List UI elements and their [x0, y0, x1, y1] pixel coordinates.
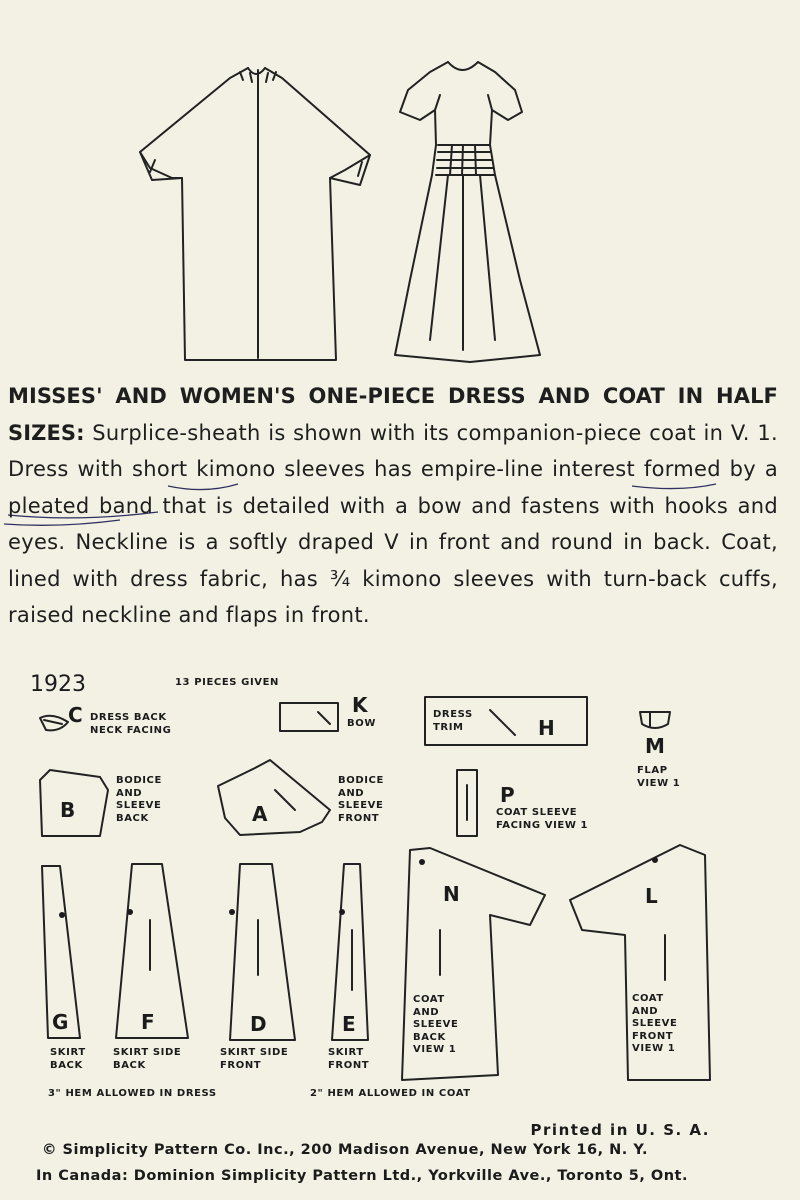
piece-k-letter: K: [352, 693, 368, 717]
piece-b-letter: B: [60, 798, 76, 822]
pattern-number: 1923: [30, 672, 86, 697]
piece-b-label: BODICE AND SLEEVE BACK: [116, 775, 162, 824]
piece-e-letter: E: [342, 1012, 356, 1036]
piece-m-letter: M: [645, 734, 665, 758]
piece-c-letter: C: [68, 703, 83, 727]
piece-p-letter: P: [500, 783, 515, 807]
piece-h-label: DRESS TRIM: [433, 709, 473, 733]
piece-a-label: BODICE AND SLEEVE FRONT: [338, 775, 384, 824]
printed-in: Printed in U. S. A.: [530, 1121, 710, 1139]
piece-n-letter: N: [443, 882, 460, 906]
hem-coat-note: 2" HEM ALLOWED IN COAT: [310, 1088, 471, 1099]
piece-h-letter: H: [538, 716, 555, 740]
description-body: Surplice-sheath is shown with its companion-piece coat in V. 1. Dress with short kimono sleeves has empire-line interest formed by a pleated band that is detailed with a bow and fastens with hooks and eyes. Neckline is a softly draped V in front and round in back. Coat, lined with dress fabric, has ¾ kimono sleeves with turn-back cuffs, raised neckline and flaps in front.: [8, 420, 778, 627]
piece-g-letter: G: [52, 1010, 69, 1034]
description-title: MISSES' AND WOMEN'S ONE-PIECE DRESS AND COAT IN HALF SIZES:: [8, 384, 778, 445]
piece-l-label: COAT AND SLEEVE FRONT VIEW 1: [632, 993, 678, 1054]
coat-sketch: [140, 68, 370, 360]
piece-f-label: SKIRT SIDE BACK: [113, 1047, 182, 1071]
piece-e-label: SKIRT FRONT: [328, 1047, 370, 1071]
piece-l-letter: L: [645, 884, 658, 908]
piece-n-label: COAT AND SLEEVE BACK VIEW 1: [413, 994, 459, 1055]
pattern-description: [8, 378, 778, 634]
piece-a-letter: A: [252, 802, 268, 826]
dress-sketch: [395, 62, 540, 362]
piece-p-label: COAT SLEEVE FACING VIEW 1: [496, 807, 589, 831]
canada-line: In Canada: Dominion Simplicity Pattern Ltd., Yorkville Ave., Toronto 5, Ont.: [36, 1168, 688, 1184]
piece-m-label: FLAP VIEW 1: [637, 765, 681, 789]
piece-d-letter: D: [250, 1012, 267, 1036]
copyright-line: © Simplicity Pattern Co. Inc., 200 Madison Avenue, New York 16, N. Y.: [42, 1142, 648, 1158]
piece-k-label: BOW: [347, 718, 376, 729]
piece-d-label: SKIRT SIDE FRONT: [220, 1047, 289, 1071]
pieces-given: 13 PIECES GIVEN: [175, 677, 279, 688]
hem-dress-note: 3" HEM ALLOWED IN DRESS: [48, 1088, 217, 1099]
piece-f-letter: F: [141, 1010, 155, 1034]
piece-g-label: SKIRT BACK: [50, 1047, 86, 1071]
piece-c-label: DRESS BACK NECK FACING: [90, 712, 172, 736]
